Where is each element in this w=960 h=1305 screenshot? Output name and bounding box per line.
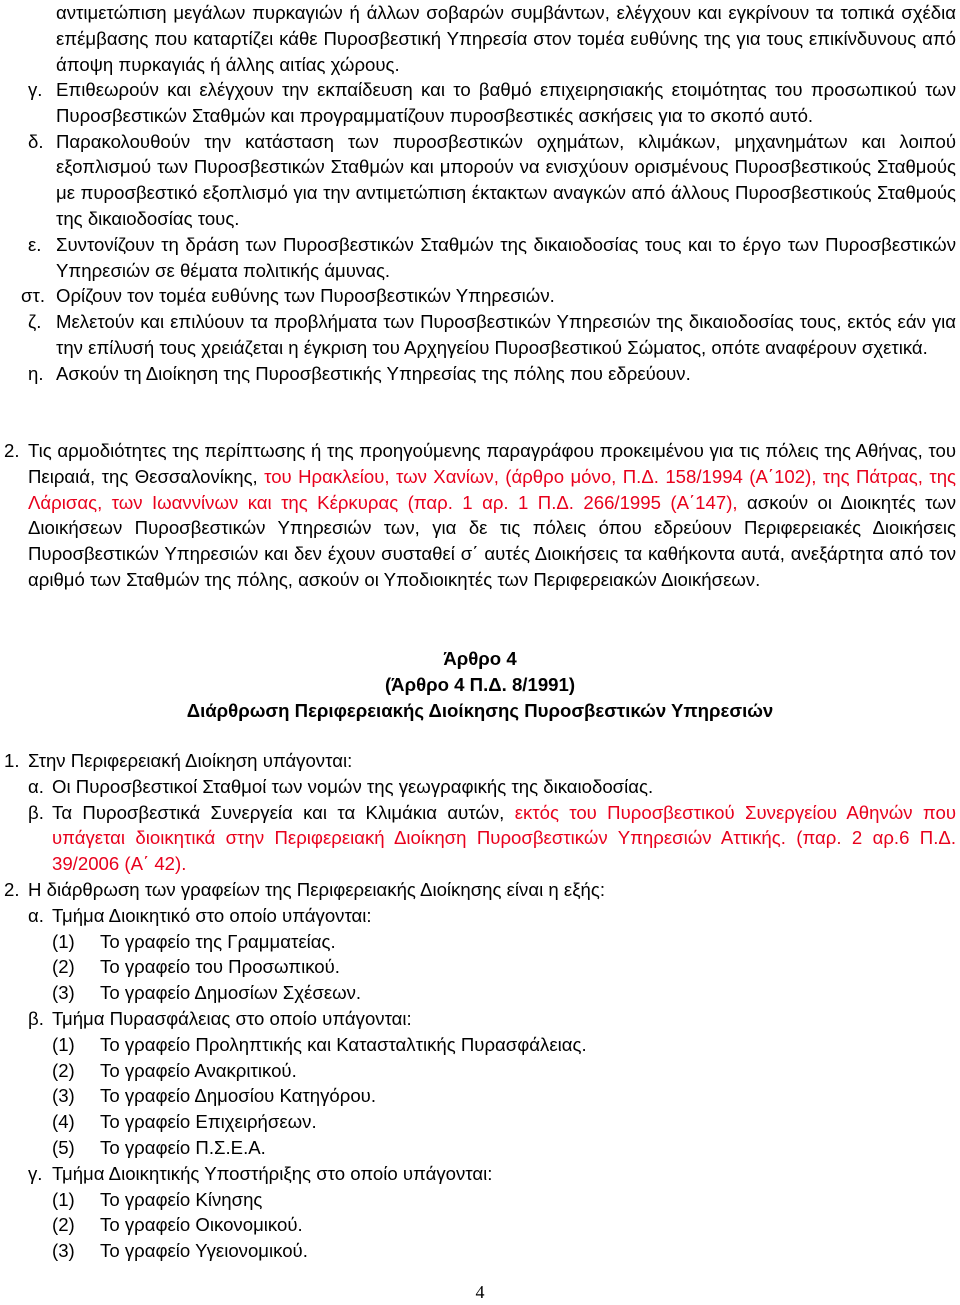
article-subject: Διάρθρωση Περιφερειακής Διοίκησης Πυροσβεστικών Υπηρεσιών xyxy=(186,699,774,721)
article-reference: (Άρθρο 4 Π.Δ. 8/1991) xyxy=(384,673,576,695)
office-name: Το γραφείο Π.Σ.Ε.Α. xyxy=(100,1136,266,1158)
item-label: στ. xyxy=(21,285,45,307)
office-number: (2) xyxy=(52,1059,75,1081)
item-text xyxy=(52,800,956,877)
list-item xyxy=(52,929,956,955)
list-item xyxy=(28,232,956,284)
list-item xyxy=(28,77,956,129)
paragraph-continuation xyxy=(56,0,956,77)
section-label: γ. xyxy=(28,1162,43,1184)
item-text-part: Τα Πυροσβεστικά Συνεργεία και τα Κλιμάκια αυτών, xyxy=(52,801,515,823)
paragraph-2 xyxy=(4,438,956,593)
item-label: δ. xyxy=(28,130,44,152)
item-label: α. xyxy=(28,775,44,797)
item-label: ε. xyxy=(28,233,42,255)
section-label: α. xyxy=(28,904,44,926)
list-item xyxy=(28,361,956,387)
list-item xyxy=(52,1212,956,1238)
subitems-list xyxy=(21,77,956,387)
office-number: (3) xyxy=(52,1240,75,1262)
section-title: Τμήμα Πυρασφάλειας στο οποίο υπάγονται: xyxy=(52,1007,412,1029)
paragraph-text-part: Τις αρμοδιότητες της περίπτωσης ή της προηγούμενης παραγράφου προκειμένου για τις πόλεις της Αθήνας, του Πειραιά, της Θεσσαλονίκης, xyxy=(28,440,956,487)
office-number: (3) xyxy=(52,982,75,1004)
article-paragraph xyxy=(4,748,956,774)
article-title: Άρθρο 4 xyxy=(443,648,517,669)
item-text: Μελετούν και επιλύουν τα προβλήματα των Πυροσβεστικών Υπηρεσιών της δικαιοδοσίας τους, εκτός εάν για την επίλυσή τους χρειάζεται η έγκριση του Αρχηγείου Πυροσβεστικού Σώματος, οπότε αναφέρουν σχετικά. xyxy=(56,311,956,358)
office-name: Το γραφείο Επιχειρήσεων. xyxy=(100,1111,317,1133)
list-item xyxy=(21,283,956,309)
section xyxy=(28,1161,956,1264)
paragraph-label: 2. xyxy=(4,878,20,900)
paragraph-text xyxy=(28,438,956,593)
section-row xyxy=(28,1006,956,1032)
item-label: β. xyxy=(28,801,44,823)
office-number: (2) xyxy=(52,956,75,978)
article-heading xyxy=(0,646,960,723)
paragraph-label: 2. xyxy=(4,440,20,461)
office-number: (5) xyxy=(52,1136,75,1158)
item-text: Συντονίζουν τη δράση των Πυροσβεστικών Σταθμών της δικαιοδοσίας τους και το έργο των Πυροσβεστικών Υπηρεσιών σε θέματα πολιτικής άμυνας. xyxy=(56,233,956,281)
office-name: Το γραφείο Υγειονομικού. xyxy=(100,1240,308,1262)
item-text: Οι Πυροσβεστικοί Σταθμοί των νομών της γεωγραφικής της δικαιοδοσίας. xyxy=(52,775,654,797)
office-number: (1) xyxy=(52,1033,75,1055)
list-item xyxy=(52,1187,956,1213)
office-name: Το γραφείο του Προσωπικού. xyxy=(100,956,340,978)
item-label: η. xyxy=(28,362,44,384)
office-name: Το γραφείο Δημοσίων Σχέσεων. xyxy=(100,982,362,1004)
list-item xyxy=(52,980,956,1006)
paragraph-text: αντιμετώπιση μεγάλων πυρκαγιών ή άλλων σοβαρών συμβάντων, ελέγχουν και εγκρίνουν τα τοπικά σχέδια επέμβασης που καταρτίζει κάθε Πυροσβεστική Υπηρεσία στον τομέα ευθύνης της για τους επικίνδυνους από άποψη πυρκαγιάς ή άλλης αιτίας χώρους. xyxy=(56,2,956,75)
section-row xyxy=(28,903,956,929)
item-label: γ. xyxy=(28,79,43,100)
office-name: Το γραφείο της Γραμματείας. xyxy=(100,930,336,952)
list-item xyxy=(52,1058,956,1084)
item-text: Επιθεωρούν και ελέγχουν την εκπαίδευση και το βαθμό επιχειρησιακής ετοιμότητας του προσωπικού των Πυροσβεστικών Σταθμών και προγραμματίζουν πυροσβεστικές ασκήσεις για το σκοπό αυτό. xyxy=(56,79,956,126)
amendment-text: εκτός του Πυροσβεστικού Συνεργείου Αθηνών που υπάγεται διοικητικά στην Περιφερειακή Διοίκηση Πυροσβεστικών Υπηρεσιών Αττικής. (παρ. 2 αρ.6 Π.Δ. 39/2006 (Α΄ 42). xyxy=(52,801,956,875)
section-title: Τμήμα Διοικητικής Υποστήριξης στο οποίο υπάγονται: xyxy=(52,1162,493,1184)
section xyxy=(28,903,956,1006)
item-label: ζ. xyxy=(28,311,42,333)
office-name: Το γραφείο Κίνησης xyxy=(100,1188,263,1210)
office-name: Το γραφείο Δημοσίου Κατηγόρου. xyxy=(100,1085,376,1107)
list-item xyxy=(52,1135,956,1161)
office-number: (4) xyxy=(52,1111,75,1133)
office-name: Το γραφείο Προληπτικής και Κατασταλτικής Πυρασφάλειας. xyxy=(100,1033,587,1055)
office-number: (3) xyxy=(52,1085,75,1107)
office-number: (1) xyxy=(52,1188,75,1210)
amendment-text: του Ηρακλείου, των Χανίων, (άρθρο μόνο, Π.Δ. 158/1994 (Α΄102), της Πάτρας, της Λάρισας, των Ιωαννίνων και της Κέρκυρας (παρ. 1 αρ. 1 Π.Δ. 266/1995 (Α΄147), xyxy=(28,465,956,513)
paragraph-label: 1. xyxy=(4,750,20,771)
list-item xyxy=(28,800,956,877)
page-number: 4 xyxy=(475,1282,485,1302)
paragraph-text-part: ασκούν οι Διοικητές των Διοικήσεων Πυροσβεστικών Υπηρεσιών των, για δε τις πόλεις όπου εδρεύουν Περιφερειακές Διοικήσεις Πυροσβεστικών Υπηρεσιών και δεν έχουν συσταθεί σ΄ αυτές Διοικήσεις τα καθήκοντα αυτά, ανεξάρτητα από τον αριθμό των Σταθμών της πόλης, ασκούν οι Υποδιοικητές των Περιφερειακών Διοικήσεων. xyxy=(28,491,956,590)
list-item xyxy=(52,1109,956,1135)
section xyxy=(28,1006,956,1161)
list-item xyxy=(52,1238,956,1264)
list-item xyxy=(52,1083,956,1109)
article-body xyxy=(4,748,956,1264)
office-name: Το γραφείο Ανακριτικού. xyxy=(100,1059,297,1081)
list-item xyxy=(28,129,956,232)
list-item xyxy=(28,774,956,800)
paragraph-text: Η διάρθρωση των γραφείων της Περιφερειακής Διοίκησης είναι η εξής: xyxy=(28,878,605,900)
paragraph-text: Στην Περιφερειακή Διοίκηση υπάγονται: xyxy=(28,750,353,771)
list-item xyxy=(52,1032,956,1058)
paragraph-2-row xyxy=(4,438,956,593)
article-paragraph xyxy=(4,877,956,903)
list-item xyxy=(28,309,956,361)
office-number: (1) xyxy=(52,930,75,952)
item-text: Ασκούν τη Διοίκηση της Πυροσβεστικής Υπηρεσίας της πόλης που εδρεύουν. xyxy=(56,362,691,384)
list-item xyxy=(52,954,956,980)
office-number: (2) xyxy=(52,1214,75,1236)
office-name: Το γραφείο Οικονομικού. xyxy=(100,1214,303,1236)
item-text: Ορίζουν τον τομέα ευθύνης των Πυροσβεστικών Υπηρεσιών. xyxy=(56,285,555,307)
section-title: Τμήμα Διοικητικό στο οποίο υπάγονται: xyxy=(52,904,372,926)
section-row xyxy=(28,1161,956,1187)
section-label: β. xyxy=(28,1007,44,1029)
item-text: Παρακολουθούν την κατάσταση των πυροσβεστικών οχημάτων, κλιμάκων, μηχανημάτων και λοιπού εξοπλισμού των Πυροσβεστικών Σταθμών και μπορούν να ενισχύουν ορισμένους Πυροσβεστικούς Σταθμούς με πυροσβεστικό εξοπλισμό για την αντιμετώπιση έκτακτων αναγκών από άλλους Πυροσβεστικούς Σταθμούς της δικαιοδοσίας τους. xyxy=(56,130,956,229)
